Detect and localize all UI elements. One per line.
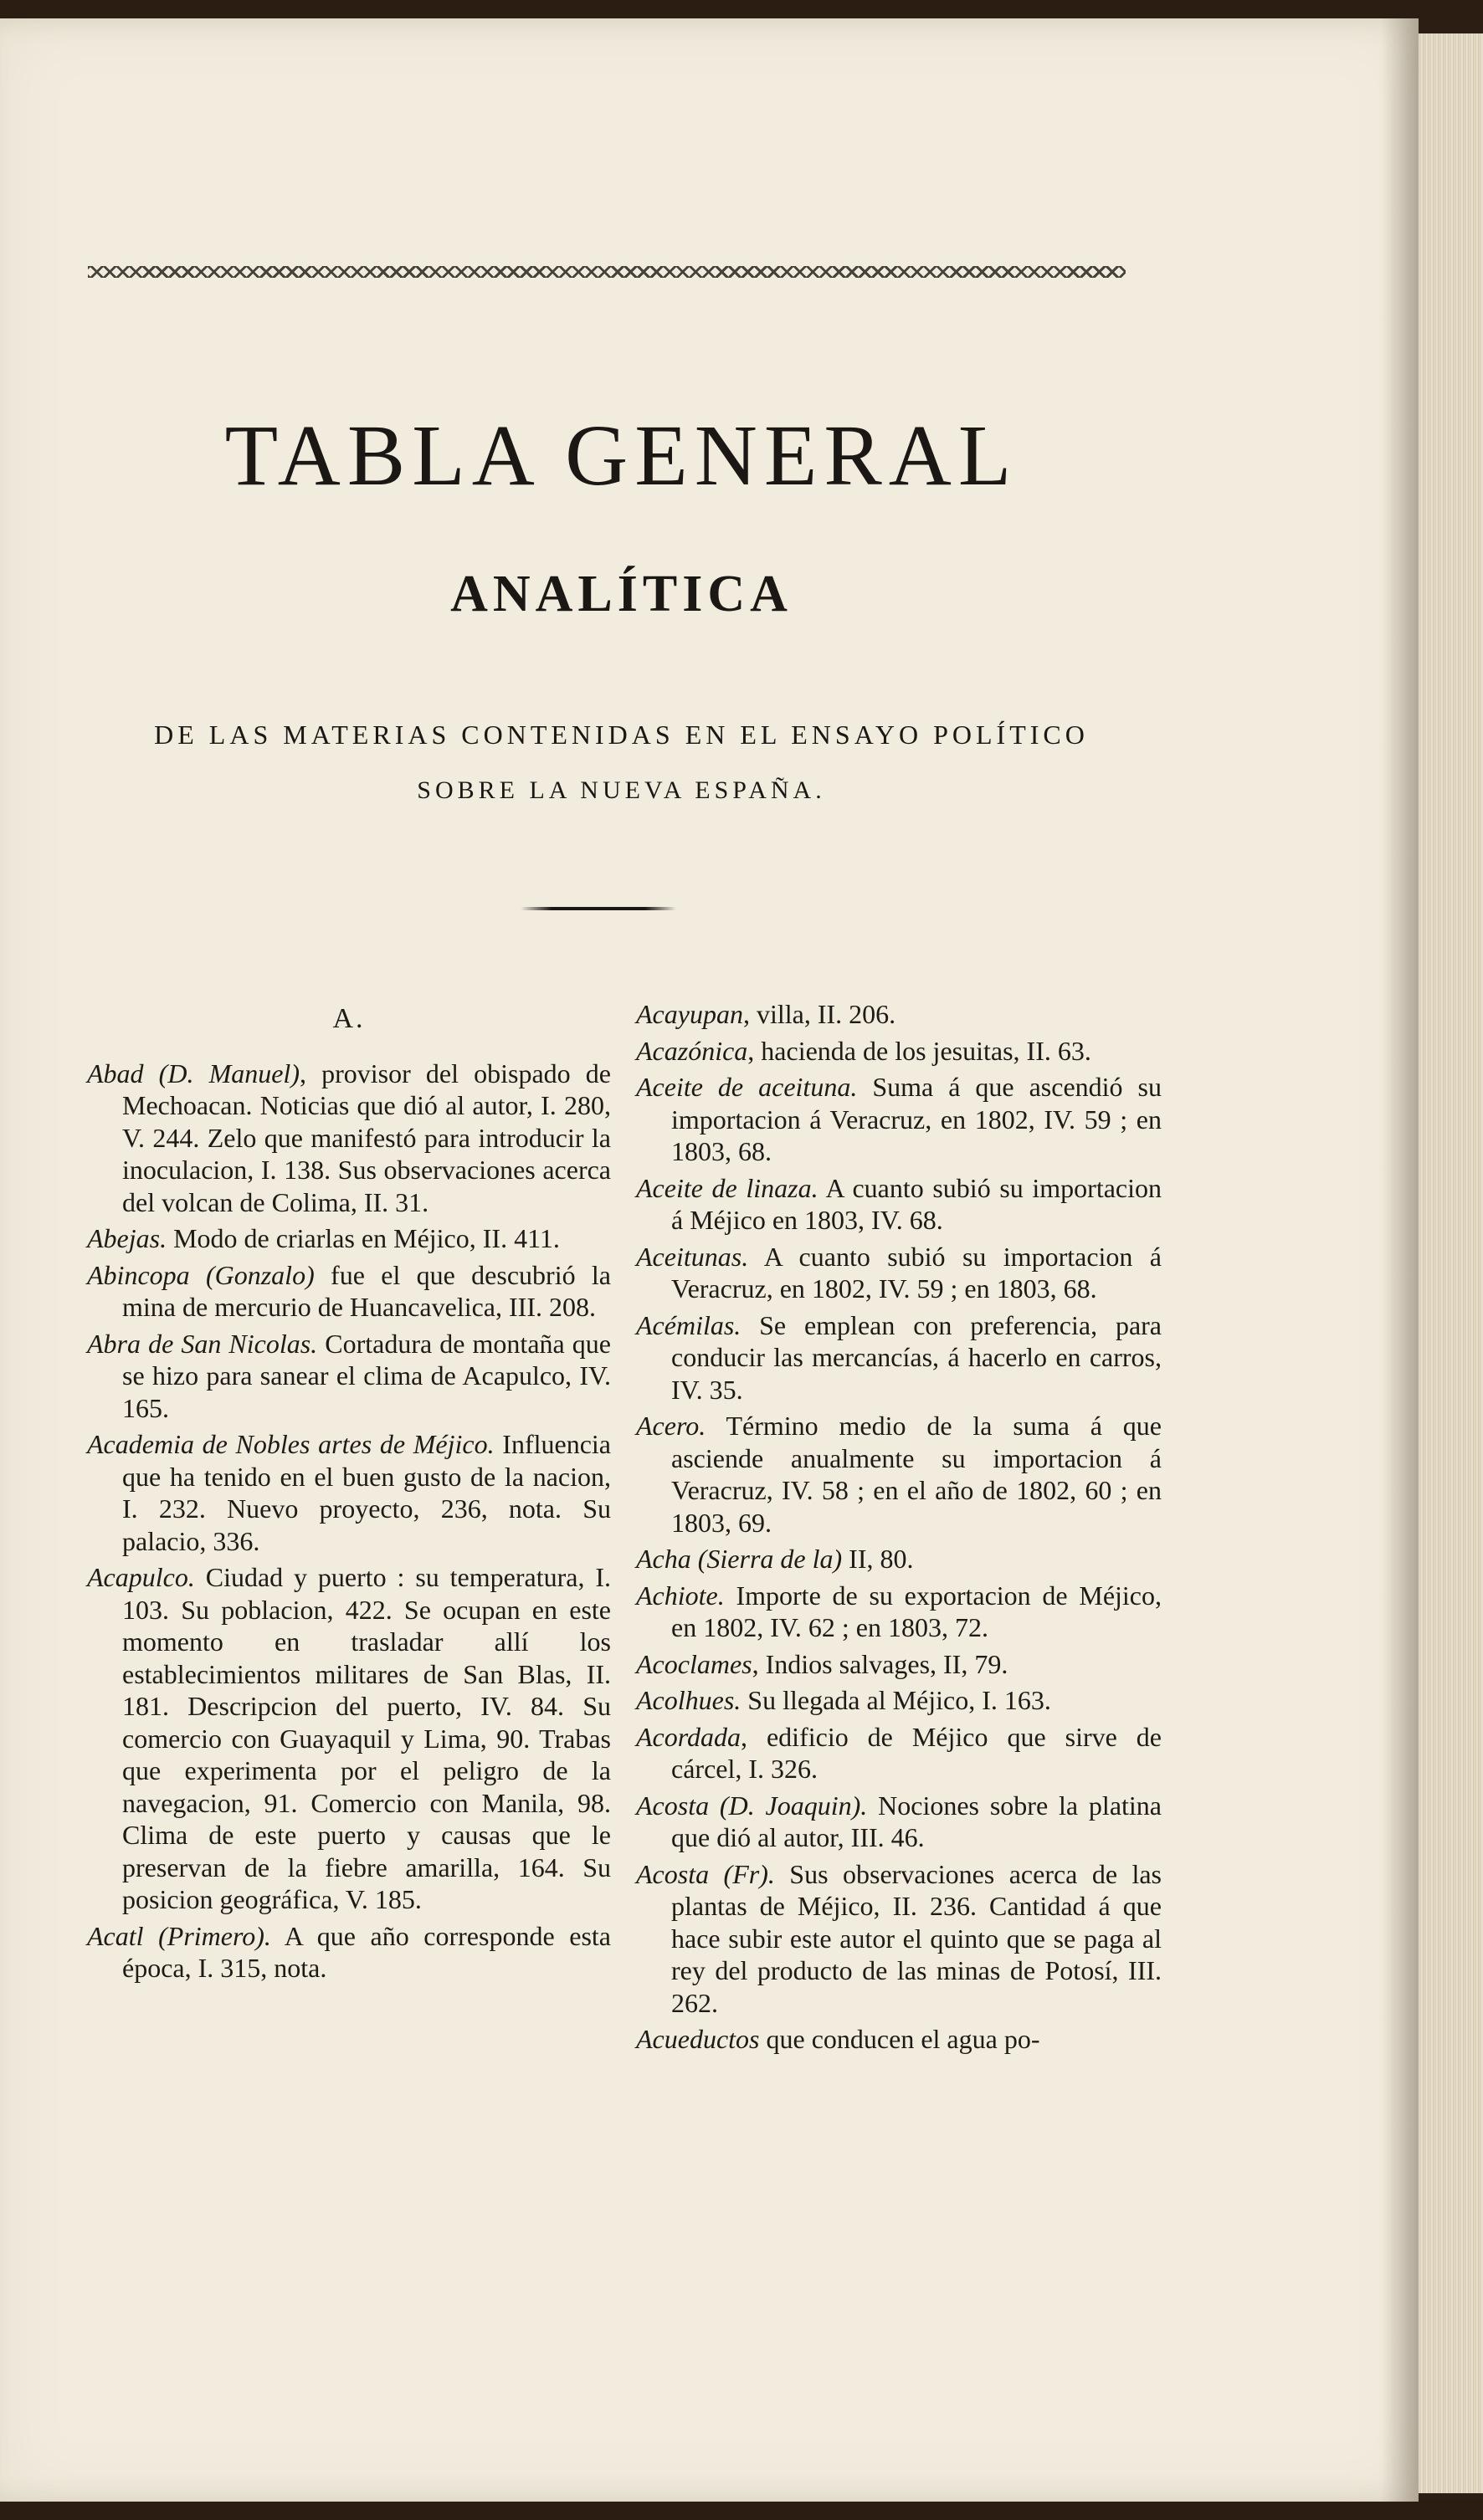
index-text: Suma á que ascendió su importacion á Veracruz, en 1802, IV. 59 ; en 1803, 68. xyxy=(671,1072,1162,1166)
index-term: Abad (D. Manuel) xyxy=(87,1058,300,1088)
index-entry xyxy=(636,1309,1162,1406)
index-text: II, 80. xyxy=(842,1544,914,1574)
index-column-left xyxy=(87,998,611,1989)
index-text: Término medio de la suma á que asciende anualmente su importacion á Veracruz, IV. 58 ; en el año de 1802, 60 ; en 1803, 69. xyxy=(671,1411,1162,1538)
index-term: Acordada xyxy=(636,1721,742,1752)
index-term: Acero. xyxy=(636,1411,706,1441)
index-term: Abejas. xyxy=(87,1223,167,1253)
index-entry xyxy=(87,1222,611,1255)
page-gutter-shadow xyxy=(1381,18,1419,2502)
index-entry xyxy=(636,1241,1162,1305)
index-entry xyxy=(87,1561,611,1916)
index-term: Acueductos xyxy=(636,2024,760,2054)
index-entry xyxy=(636,2023,1162,2056)
index-column-right xyxy=(636,998,1162,2060)
index-text: Modo de criarlas en Méjico, II. 411. xyxy=(167,1223,560,1253)
index-entry xyxy=(636,1648,1162,1681)
index-text: Se emplean con preferencia, para conducir las mercancías, á hacerlo en carros, IV. 35. xyxy=(671,1309,1162,1405)
index-entry xyxy=(636,1410,1162,1539)
title-description-line-1: DE LAS MATERIAS CONTENIDAS EN EL ENSAYO POLÍTICO xyxy=(154,720,1089,750)
index-entry xyxy=(636,1543,1162,1575)
index-entry xyxy=(87,1058,611,1219)
index-text: , Indios salvages, II, 79. xyxy=(752,1648,1008,1679)
index-text: , edificio de Méjico que sirve de cárcel, I. 326. xyxy=(671,1721,1162,1784)
index-text: Nociones sobre la platina que dió al autor, III. 46. xyxy=(671,1790,1162,1852)
index-term: Acayupan xyxy=(636,999,743,1029)
title-description-line-2: SOBRE LA NUEVA ESPAÑA. xyxy=(417,776,826,804)
index-text: Su llegada al Méjico, I. 163. xyxy=(741,1685,1051,1715)
index-text: Sus observaciones acerca de las plantas de Méjico, II. 236. Cantidad á que hace subir este autor el quinto que se paga al rey del producto de las minas de Potosí, III. 262. xyxy=(671,1858,1162,2018)
index-term: Acapulco. xyxy=(87,1562,195,1592)
index-entry xyxy=(636,1858,1162,2020)
index-text: A cuanto subió su importacion á Méjico en 1803, IV. 68. xyxy=(671,1172,1162,1235)
title-divider xyxy=(521,907,676,910)
index-entry xyxy=(87,1328,611,1425)
index-entry xyxy=(87,1428,611,1557)
index-term: Acatl (Primero). xyxy=(87,1920,271,1951)
index-entry xyxy=(636,1580,1162,1644)
index-term: Aceitunas. xyxy=(636,1241,749,1272)
index-term: Acosta (D. Joaquin). xyxy=(636,1790,868,1821)
index-text: , provisor del obispado de Mechoacan. Noticias que dió al autor, I. 280, V. 244. Zelo que manifestó para introducir la inoculacion, I. 138. Sus observaciones acerca del volcan de Colima, II. 31. xyxy=(122,1058,612,1217)
index-entry xyxy=(87,1259,611,1324)
index-term: Acémilas. xyxy=(636,1309,742,1340)
index-entry xyxy=(636,1035,1162,1068)
index-text: A que año corresponde esta época, I. 315, nota. xyxy=(122,1920,612,1983)
page-edges xyxy=(1419,33,1483,2493)
section-letter: A. xyxy=(332,1003,366,1034)
index-term: Acha (Sierra de la) xyxy=(636,1544,843,1574)
index-text: que conducen el agua po- xyxy=(759,2024,1040,2054)
index-term: Acosta (Fr). xyxy=(636,1858,775,1889)
index-entry xyxy=(636,1721,1162,1785)
index-term: Aceite de aceituna. xyxy=(636,1072,858,1102)
index-text: A cuanto subió su importacion á Veracruz, en 1802, IV. 59 ; en 1803, 68. xyxy=(671,1241,1162,1304)
index-text: Influencia que ha tenido en el buen gusto de la nacion, I. 232. Nuevo proyecto, 236, nota. Su palacio, 336. xyxy=(122,1429,612,1556)
index-term: Achiote. xyxy=(636,1580,725,1611)
index-entry xyxy=(636,1071,1162,1168)
index-text: fue el que descubrió la mina de mercurio de Huancavelica, III. 208. xyxy=(122,1259,612,1322)
index-entry xyxy=(636,998,1162,1031)
index-term: Abincopa (Gonzalo) xyxy=(87,1259,315,1290)
index-term: Aceite de linaza. xyxy=(636,1172,818,1203)
index-term: Acazónica xyxy=(636,1035,748,1066)
index-text: , hacienda de los jesuitas, II. 63. xyxy=(747,1035,1091,1066)
index-entry xyxy=(636,1172,1162,1237)
index-entry xyxy=(87,1920,611,1985)
index-text: Ciudad y puerto : su temperatura, I. 103. Su poblacion, 422. Se ocupan en este momento en trasladar allí los establecimientos militares de San Blas, II. 181. Descripcion del puerto, IV. 84. Su comercio con Guayaquil y Lima, 90. Trabas que experimenta por el peligro de la navegacion, 91. Comercio con Manila, 98. Clima de este puerto y causas que le preservan de la fiebre amarilla, 164. Su posicion geográfica, V. 185. xyxy=(122,1562,611,1914)
index-entry xyxy=(636,1790,1162,1854)
page-title: TABLA GENERAL xyxy=(224,407,1019,504)
page-subtitle: ANALÍTICA xyxy=(450,566,793,622)
ornamental-rule xyxy=(88,266,1126,278)
index-term: Academia de Nobles artes de Méjico. xyxy=(87,1429,495,1459)
index-term: Acoclames xyxy=(636,1648,752,1679)
index-term: Abra de San Nicolas. xyxy=(87,1328,318,1359)
index-text: , villa, II. 206. xyxy=(742,999,896,1029)
index-text: Cortadura de montaña que se hizo para sanear el clima de Acapulco, IV. 165. xyxy=(122,1328,612,1423)
index-term: Acolhues. xyxy=(636,1685,742,1715)
index-text: Importe de su exportacion de Méjico, en 1802, IV. 62 ; en 1803, 72. xyxy=(671,1580,1162,1642)
index-entry xyxy=(636,1684,1162,1717)
